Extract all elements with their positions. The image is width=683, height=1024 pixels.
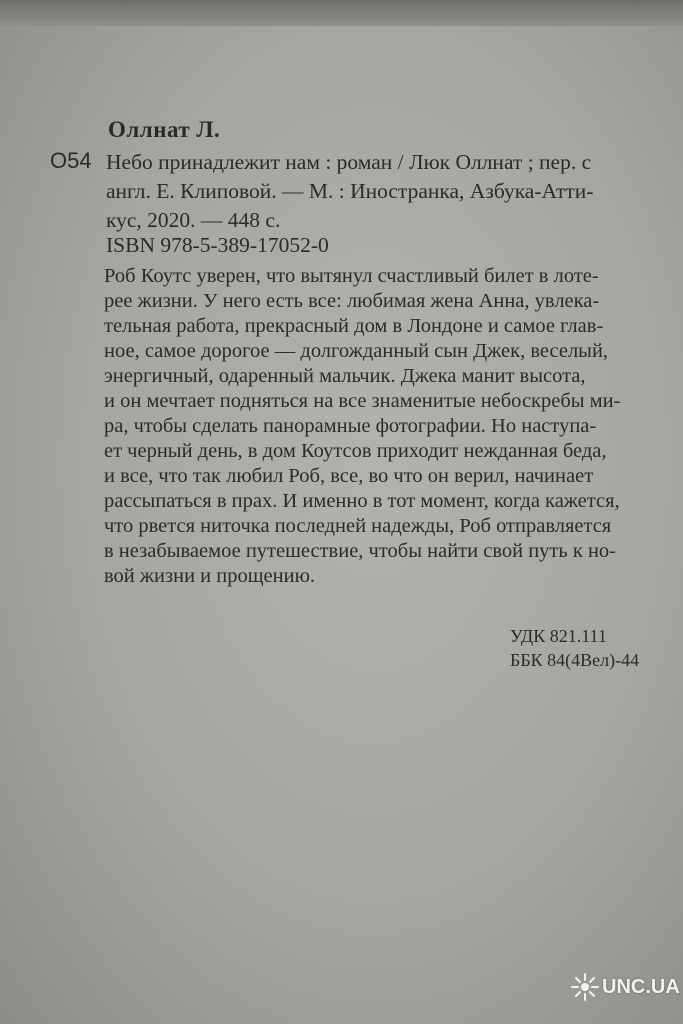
annotation-line: ет черный день, в дом Коутсов приходит нежданная беда, <box>104 440 607 462</box>
annotation-line: и он мечтает подняться на все знаменитые небоскребы ми- <box>104 390 621 412</box>
annotation-line: вой жизни и прощению. <box>104 565 316 587</box>
annotation-line: энергичный, одаренный мальчик. Джека манит высота, <box>104 365 586 387</box>
classification-indexes <box>510 624 639 672</box>
annotation-line: ное, самое дорогое — долгожданный сын Джек, веселый, <box>104 340 609 362</box>
classification-code: О54 <box>50 148 92 173</box>
author-name: Оллнат Л. <box>108 117 221 142</box>
annotation-line: ра, чтобы сделать панорамные фотографии. Но наступа- <box>104 415 597 437</box>
site-watermark <box>570 968 680 1016</box>
udk-index: УДК 821.111 <box>510 626 607 646</box>
bibliographic-record <box>106 148 666 235</box>
annotation-line: в незабываемое путешествие, чтобы найти свой путь к но- <box>104 540 616 562</box>
isbn: ISBN 978-5-389-17052-0 <box>106 233 329 257</box>
annotation-line: что рвется ниточка последней надежды, Роб отправляется <box>104 515 612 537</box>
annotation-line: тельная работа, прекрасный дом в Лондоне и самое глав- <box>104 315 604 337</box>
bbk-index: ББК 84(4Вел)-44 <box>510 650 640 670</box>
annotation <box>104 264 664 589</box>
watermark-text: UNC.UA <box>602 976 680 998</box>
annotation-line: рее жизни. У него есть все: любимая жена Анна, увлека- <box>104 290 600 312</box>
bibliographic-line: англ. Е. Клиповой. — М. : Иностранка, Азбука-Атти- <box>106 179 594 203</box>
annotation-line: рассыпаться в прах. И именно в тот момент, когда кажется, <box>104 490 620 512</box>
sunburst-icon <box>570 972 600 1002</box>
bibliographic-line: Небо принадлежит нам : роман / Люк Оллнат ; пер. с <box>106 150 592 174</box>
annotation-line: и все, что так любил Роб, все, во что он верил, начинает <box>104 465 594 487</box>
annotation-line: Роб Коутс уверен, что вытянул счастливый билет в лоте- <box>104 265 599 287</box>
bibliographic-line: кус, 2020. — 448 с. <box>106 208 281 232</box>
page-top-shadow <box>0 0 683 26</box>
